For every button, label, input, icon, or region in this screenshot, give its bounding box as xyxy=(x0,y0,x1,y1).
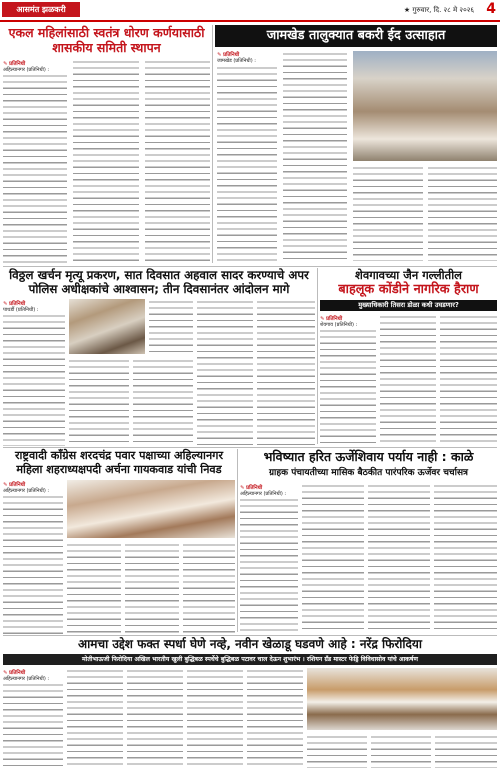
article-body-col1 xyxy=(3,494,63,634)
article-body-col2 xyxy=(302,483,364,634)
article-headline: विठ्ठल खर्चन मृत्यू प्रकरण, सात दिवसात अहवाल सादर करण्याचे अपर पोलिस अधीक्षकांचे आश्वासन; तीन दिवसानंतर आंदोलन मागे xyxy=(9,268,309,296)
dateline-place: अहिल्यानगर (प्रतिनिधी) : xyxy=(3,67,50,73)
article-body-col2 xyxy=(69,358,129,446)
dateline-place: अहिल्यानगर (प्रतिनिधी) : xyxy=(240,491,287,497)
dateline-place: अहिल्यानगर (प्रतिनिधी) : xyxy=(3,488,50,494)
article-body-col2 xyxy=(283,51,347,261)
article-body-col7 xyxy=(371,734,431,768)
article-body-col1 xyxy=(320,328,376,446)
article-body-col1 xyxy=(217,65,277,261)
reporter-tag: ✎ प्रतिनिधी xyxy=(320,316,343,322)
article-body-col6 xyxy=(307,734,367,768)
article-headline: भविष्यात हरित ऊर्जेशिवाय पर्याय नाही : काळे xyxy=(263,449,474,464)
reporter-tag: ✎ प्रतिनिधी xyxy=(3,482,26,488)
reporter-tag: ✎ प्रतिनिधी xyxy=(3,301,26,307)
article-body-col1 xyxy=(3,313,65,446)
article-body-col2 xyxy=(67,668,123,768)
article-subhead: ग्राहक पंचायतीच्या मासिक बैठकीत पारंपरिक ऊर्जेवर चर्चासत्र xyxy=(268,468,469,478)
reporter-tag: ✎ प्रतिनिधी xyxy=(3,61,26,67)
article-body-col6 xyxy=(257,299,315,446)
brand-logo: आसमंत झळकरी xyxy=(2,2,80,17)
article-headline: बाहलूक कोंडीने नागरिक हैराण xyxy=(338,282,479,297)
article-chess-tournament xyxy=(3,637,497,768)
article-photo-eid-crowd xyxy=(353,51,497,161)
article-body-col1 xyxy=(3,73,67,265)
article-body-col5 xyxy=(247,668,303,768)
reporter-tag: ✎ प्रतिनिधी xyxy=(217,52,240,58)
article-kicker: शेवगावच्या जैन गल्लीतील xyxy=(355,268,462,282)
article-photo-meeting xyxy=(69,299,145,354)
article-photo-chess xyxy=(307,668,497,730)
article-body-col8 xyxy=(435,734,497,768)
dateline-place: अहिल्यानगर (प्रतिनिधी) : xyxy=(3,676,50,682)
article-body-col4 xyxy=(149,299,193,354)
article-body-col4 xyxy=(428,165,497,261)
article-body-col4 xyxy=(183,542,235,634)
article-body-col4 xyxy=(187,668,243,768)
article-body-col2 xyxy=(67,542,121,634)
article-body-col3 xyxy=(125,542,179,634)
article-shevgaon-traffic xyxy=(320,268,497,446)
article-headline: एकल महिलांसाठी स्वतंत्र धोरण कर्णयासाठी शासकीय समिती स्थापन xyxy=(8,25,205,55)
article-body-col1 xyxy=(240,497,298,634)
article-vitthal-case xyxy=(3,268,315,446)
article-body-col5 xyxy=(197,299,253,446)
dateline-place: शेवगाव (प्रतिनिधी) : xyxy=(320,322,358,328)
reporter-tag: ✎ प्रतिनिधी xyxy=(240,485,263,491)
article-headline: जामखेड तालुक्यात बकरी ईद उत्साहात xyxy=(215,25,497,47)
article-body-col3 xyxy=(145,59,210,265)
dateline-place: पाथर्डी (प्रतिनिधी) : xyxy=(3,307,39,313)
reporter-tag: ✎ प्रतिनिधी xyxy=(3,670,26,676)
article-women-policy xyxy=(3,25,210,265)
article-body-col3 xyxy=(368,483,430,634)
article-body-col1 xyxy=(3,682,63,768)
dateline-place: जामखेड (प्रतिनिधी) : xyxy=(217,58,256,64)
page-number: 4 xyxy=(486,1,496,17)
article-body-col2 xyxy=(73,59,139,265)
article-body-col3 xyxy=(127,668,183,768)
article-subhead: मोतीभाऊजी फिरोदिया अखिल भारतीय खुली बुद्धिबळ स्पर्धेचे बुद्धिबळ पटावर चाल देऊन शुभारंभ । रशियन ग्रँड मास्टर फेड्रि विविधासोव यांचे आकर्षण xyxy=(3,654,497,665)
masthead xyxy=(0,0,500,22)
article-body-col2 xyxy=(380,314,436,446)
article-green-energy xyxy=(240,449,497,634)
dateline: ★ गुरुवार, दि. २८ मे २०२६ xyxy=(403,6,474,14)
article-body-col3 xyxy=(353,165,423,261)
article-headline: आमचा उद्देश फक्त स्पर्धा घेणे नव्हे, नवीन खेळाडू घडवणे आहे : नरेंद्र फिरोदिया xyxy=(78,637,422,651)
article-bakri-eid xyxy=(215,25,497,265)
article-ncp-appointment xyxy=(3,449,235,634)
article-photo-ncp-group xyxy=(67,480,235,538)
article-body-col3 xyxy=(440,314,497,446)
article-subhead: मुख्याधिकारी तिसरा डोळा कधी उघडणार? xyxy=(320,300,497,311)
article-body-col4 xyxy=(434,483,497,634)
article-headline: राष्ट्रवादी कॉंग्रेस शरदचंद्र पवार पक्षाच्या अहिल्यानगर महिला शहराध्यक्षपदी अर्चना गायकवाड यांची निवड xyxy=(14,449,224,476)
article-body-col3 xyxy=(133,358,193,446)
